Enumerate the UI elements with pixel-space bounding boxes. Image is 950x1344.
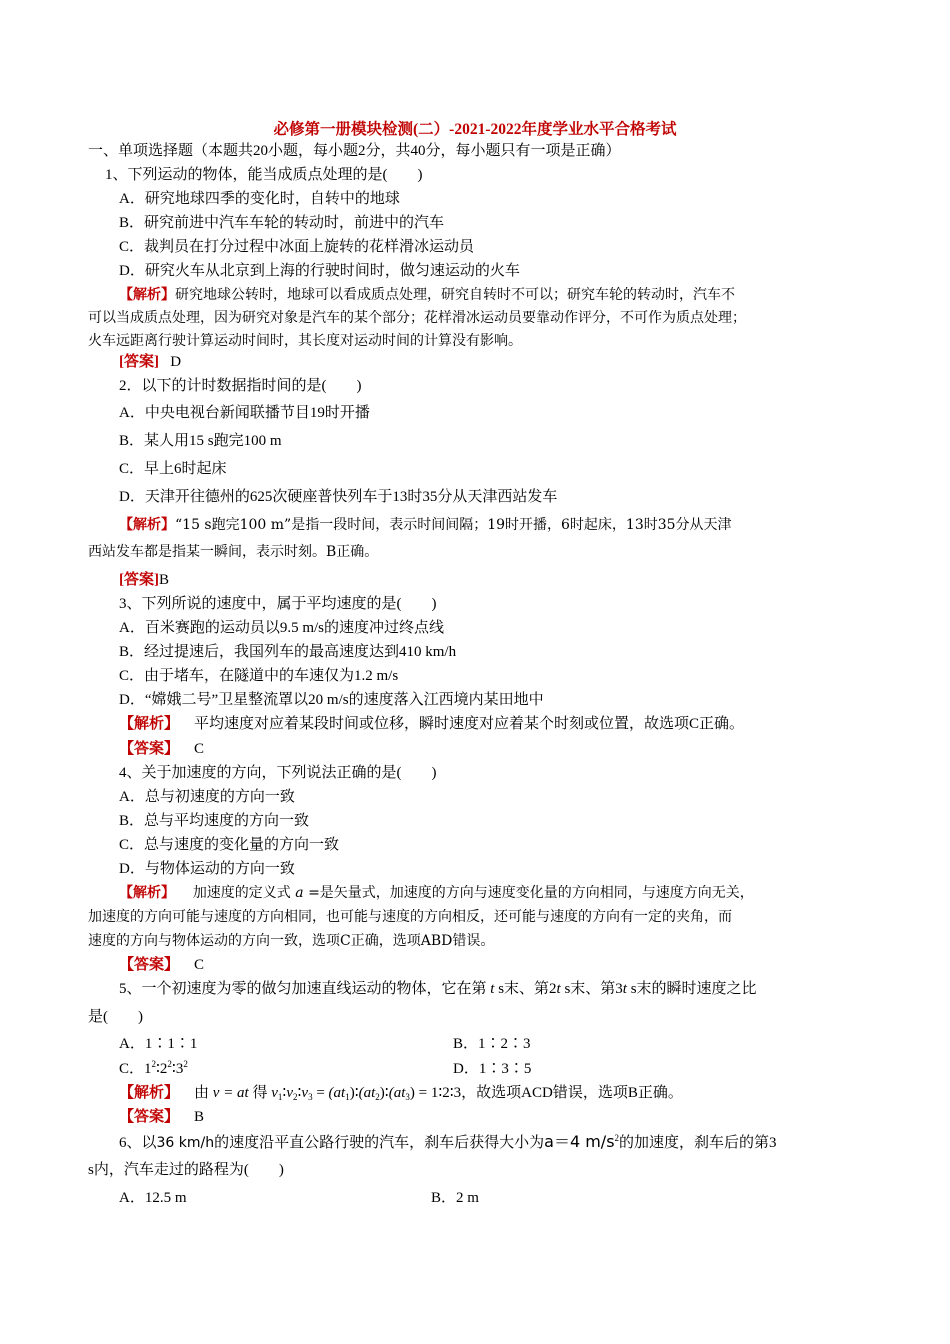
q1-option-c: C．裁判员在打分过程中冰面上旋转的花样滑冰运动员 xyxy=(119,239,475,255)
q3-option-d: D．“嫦娥二号”卫星整流罩以20 m/s的速度落入江西境内某田地中 xyxy=(119,692,544,708)
analysis-label: 【解析】 xyxy=(119,716,180,732)
q2-answer: [答案]B xyxy=(119,572,170,588)
q1-option-d: D．研究火车从北京到上海的行驶时间时，做匀速运动的火车 xyxy=(119,263,520,279)
q5-stem-line-1: 5、一个初速度为零的做匀加速直线运动的物体，它在第 t s末、第2t s末、第3t s末的瞬时速度之比 xyxy=(119,981,757,997)
q2-option-d: D．天津开往德州的625次硬座普快列车于13时35分从天津西站发车 xyxy=(119,489,558,505)
q1-option-b: B．研究前进中汽车车轮的转动时，前进中的汽车 xyxy=(119,215,445,231)
q5-answer: 【答案】 B xyxy=(119,1109,205,1125)
q3-option-c: C．由于堵车，在隧道中的车速仅为1.2 m/s xyxy=(119,668,399,684)
q3-answer: 【答案】 C xyxy=(119,741,205,757)
analysis-label: 【解析】 xyxy=(119,885,175,901)
q4-option-c: C．总与速度的变化量的方向一致 xyxy=(119,837,340,853)
q4-analysis-line-2: 加速度的方向可能与速度的方向相同，也可能与速度的方向相反，还可能与速度的方向有一定的夹角，而 xyxy=(88,909,732,925)
analysis-label: 【解析】 xyxy=(119,517,175,533)
q6-option-a: A．12.5 m xyxy=(119,1190,187,1206)
q3-stem: 3、下列所说的速度中，属于平均速度的是( ) xyxy=(119,596,437,612)
q5-option-c: C．$1^2∶2^2∶3^2$ xyxy=(119,1059,188,1077)
document-title: 必修第一册模块检测(二）-2021-2022年度学业水平合格考试 xyxy=(273,121,677,138)
q2-option-a: A．中央电视台新闻联播节目19时开播 xyxy=(119,405,370,421)
analysis-label: 【解析】 xyxy=(119,287,175,303)
q4-answer: 【答案】 C xyxy=(119,957,205,973)
answer-label: [答案] xyxy=(119,572,159,588)
q5-option-d: D．1∶3∶5 xyxy=(453,1061,532,1077)
q2-option-b: B．某人用15 s跑完100 m xyxy=(119,433,282,449)
q5-option-b: B．1∶2∶3 xyxy=(453,1036,531,1052)
answer-label: 【答案】 xyxy=(119,1109,180,1125)
q6-option-b: B．2 m xyxy=(431,1190,479,1206)
q5-stem-line-2: 是( ) xyxy=(88,1009,143,1025)
q1-analysis-line-3: 火车远距离行驶计算运动时间时，其长度对运动时间的计算没有影响。 xyxy=(88,333,522,349)
q5-option-a: A．1∶1∶1 xyxy=(119,1036,198,1052)
section-heading: 一、单项选择题（本题共20小题，每小题2分，共40分，每小题只有一项是正确） xyxy=(88,143,621,159)
q1-analysis-line-1: 【解析】研究地球公转时，地球可以看成质点处理，研究自转时不可以；研究车轮的转动时，汽车不 xyxy=(119,287,735,303)
q4-option-a: A．总与初速度的方向一致 xyxy=(119,789,295,805)
answer-label: 【答案】 xyxy=(119,957,180,973)
answer-label: [答案] xyxy=(119,354,159,370)
q4-analysis-line-3: 速度的方向与物体运动的方向一致，选项C正确，选项ABD错误。 xyxy=(88,933,495,949)
q2-stem: 2．以下的计时数据指时间的是( ) xyxy=(119,378,362,394)
analysis-label: 【解析】 xyxy=(119,1085,180,1101)
q1-answer: [答案] D xyxy=(119,354,182,370)
q2-analysis-line-2: 西站发车都是指某一瞬间，表示时刻。B正确。 xyxy=(88,544,379,560)
q2-analysis-line-1: 【解析】“15 s跑完100 m”是指一段时间，表示时间间隔；19时开播，6时起床，13时35分从天津 xyxy=(119,517,732,533)
q6-stem-line-1: 6、以36 km/h的速度沿平直公路行驶的汽车，刹车后获得大小为a＝4 $m/s^2$的加速度，刹车后的第3 xyxy=(119,1132,777,1151)
answer-label: 【答案】 xyxy=(119,741,180,757)
q6-stem-line-2: s内，汽车走过的路程为( ) xyxy=(88,1162,284,1178)
q1-analysis-line-2: 可以当成质点处理，因为研究对象是汽车的某个部分；花样滑冰运动员要靠动作评分，不可作为质点处理； xyxy=(88,310,746,326)
q4-analysis-line-1: 【解析】 加速度的定义式 a =是矢量式，加速度的方向与速度变化量的方向相同，与速度方向无关， xyxy=(119,885,754,901)
q5-analysis: 【解析】 由 v = at 得 $v_1∶v_2∶v_3$ = $(at_1)∶(at_2)∶(at_3)$ = 1∶2∶3，故选项ACD错误，选项B正确。 xyxy=(119,1085,683,1102)
q4-stem: 4、关于加速度的方向，下列说法正确的是( ) xyxy=(119,765,437,781)
q3-analysis: 【解析】 平均速度对应着某段时间或位移，瞬时速度对应着某个时刻或位置，故选项C正确。 xyxy=(119,716,745,732)
q4-option-d: D．与物体运动的方向一致 xyxy=(119,861,295,877)
q2-option-c: C．早上6时起床 xyxy=(119,461,227,477)
q1-option-a: A．研究地球四季的变化时，自转中的地球 xyxy=(119,191,400,207)
q3-option-b: B．经过提速后，我国列车的最高速度达到410 km/h xyxy=(119,644,457,660)
q1-stem: 1、下列运动的物体，能当成质点处理的是( ) xyxy=(105,167,423,183)
q4-option-b: B．总与平均速度的方向一致 xyxy=(119,813,310,829)
q3-option-a: A．百米赛跑的运动员以9.5 m/s的速度冲过终点线 xyxy=(119,620,445,636)
